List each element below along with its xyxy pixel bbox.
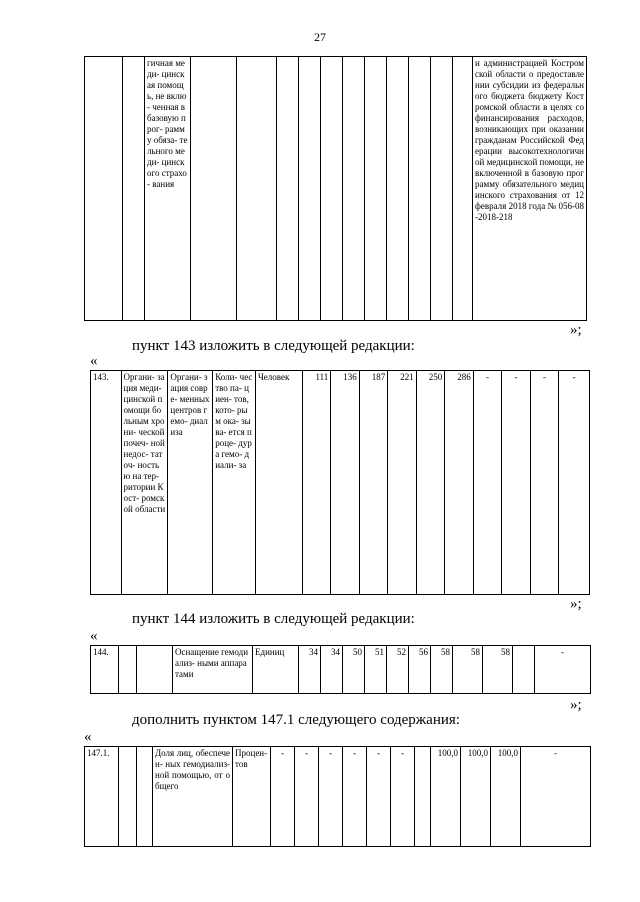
row-147-1-value: - — [343, 747, 367, 847]
row-144-value: 50 — [343, 646, 365, 694]
row-144-number: 144. — [91, 646, 119, 694]
row-147-1-value: 100,0 — [431, 747, 461, 847]
row-143-table — [90, 370, 590, 595]
table1-agreement-text: и администрацией Костромской области о предоставлении субсидии из федерального бюджета бюджету Костромской области в целях софинансирования расходов, возникающих при оказании гражданам Российской Федерации высокотехнологичной медицинской помощи, не включенной в базовую программу обязательного медицинского страхования от 12 февраля 2018 года № 056-08-2018-218 — [473, 57, 587, 321]
row-147-1-unit: Процен- тов — [233, 747, 271, 847]
row-147-1-value: - — [319, 747, 343, 847]
close-quote: »; — [570, 697, 582, 713]
row-144-value: 34 — [321, 646, 343, 694]
page-number: 27 — [314, 30, 326, 44]
row-147-1-value: - — [271, 747, 295, 847]
heading-144: пункт 144 изложить в следующей редакции: — [132, 611, 415, 627]
row-143-value: - — [559, 371, 590, 595]
open-quote: « — [84, 729, 92, 745]
row-144-value: 51 — [365, 646, 387, 694]
row-144-value: - — [535, 646, 591, 694]
row-143-value: 286 — [445, 371, 474, 595]
row-144-value: 34 — [299, 646, 321, 694]
open-quote: « — [90, 353, 98, 369]
row-143-value: 187 — [359, 371, 388, 595]
row-143-value: 221 — [388, 371, 417, 595]
row-147-1-table — [84, 746, 591, 847]
open-quote: « — [90, 628, 98, 644]
row-147-1-value: - — [367, 747, 391, 847]
row-143-value: - — [473, 371, 502, 595]
row-147-1-value: - — [521, 747, 591, 847]
row-143-number: 143. — [91, 371, 122, 595]
row-147-1-value: 100,0 — [491, 747, 521, 847]
close-quote: »; — [570, 322, 582, 338]
row-143-value: 136 — [331, 371, 360, 595]
row-143-value: 250 — [416, 371, 445, 595]
row-144-name: Оснащение гемодиализ- ными аппаратами — [173, 646, 253, 694]
heading-147-1: дополнить пунктом 147.1 следующего содержания: — [132, 712, 460, 728]
row-144-value: 58 — [483, 646, 513, 694]
row-143-value: 111 — [302, 371, 331, 595]
continuation-table — [84, 56, 587, 321]
row-144-unit: Единиц — [253, 646, 299, 694]
row-144-value: 58 — [431, 646, 453, 694]
row-143-unit: Человек — [255, 371, 302, 595]
row-143-col1: Органи- зация меди- цинской помощи больным хрони- ческой почеч- ной недос- таточ- ностью на тер- ритории Кост- ромской области — [121, 371, 168, 595]
row-147-1-value: 100,0 — [461, 747, 491, 847]
row-144-value: 58 — [453, 646, 483, 694]
row-144-value: 56 — [409, 646, 431, 694]
heading-143: пункт 143 изложить в следующей редакции: — [132, 338, 415, 354]
row-143-col2: Органи- зация совре- менных центров гемо- диализа — [168, 371, 213, 595]
close-quote: »; — [570, 596, 582, 612]
row-143-value: - — [530, 371, 559, 595]
row-144-value: 52 — [387, 646, 409, 694]
row-143-value: - — [502, 371, 531, 595]
row-143-col3: Коли- чество па- циен- тов, кото- рым ока- зыва- ется проце- дура гемо- диали- за — [213, 371, 256, 595]
row-144-table — [90, 645, 591, 694]
table1-col3-text: гичная меди- цинская помощь, не вклю- ченная в базовую прог- рамму обяза- тельного меди- цинского страхо- вания — [145, 57, 191, 321]
row-147-1-name: Доля лиц, обеспечен- ных гемодиализ- ной помощью, от общего — [153, 747, 233, 847]
row-147-1-number: 147.1. — [85, 747, 119, 847]
row-147-1-value: - — [391, 747, 415, 847]
row-147-1-value: - — [295, 747, 319, 847]
